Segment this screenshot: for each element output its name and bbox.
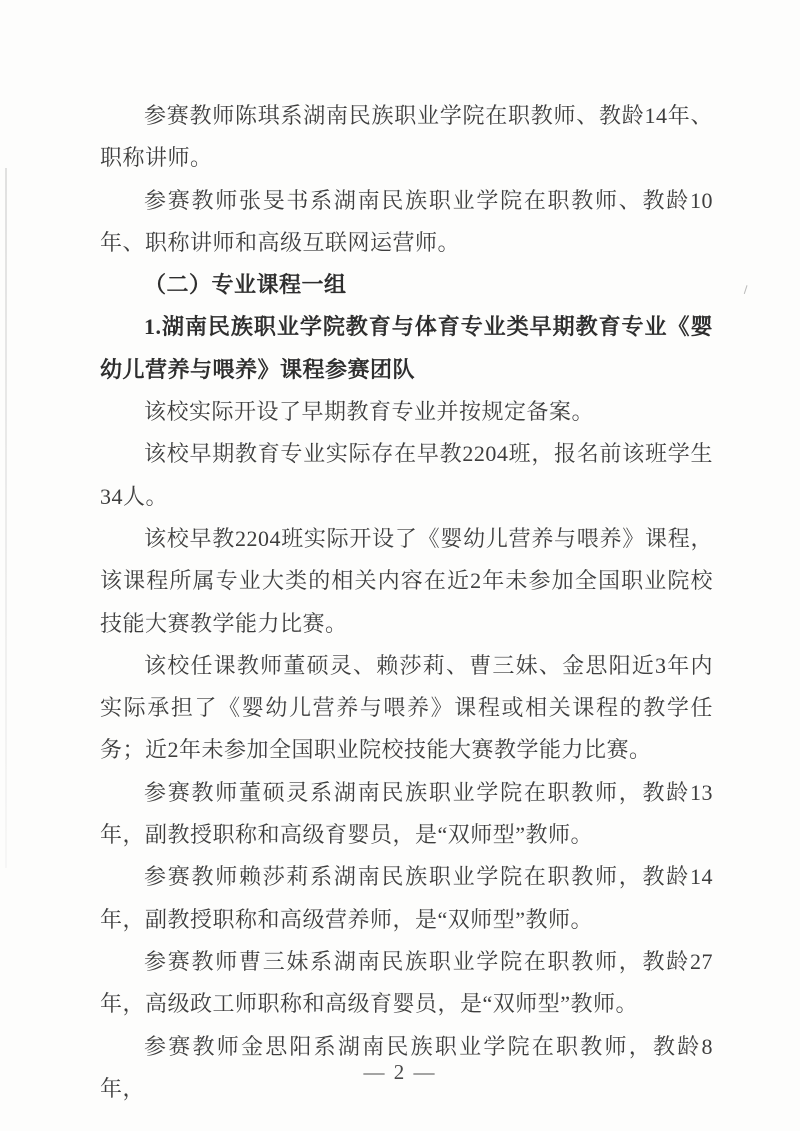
paragraph: 参赛教师曹三妹系湖南民族职业学院在职教师，教龄27年，高级政工师职称和高级育婴员，是“双师型”教师。 [100,948,713,1017]
paragraph: 该校任课教师董硕灵、赖莎莉、曹三妹、金思阳近3年内实际承担了《婴幼儿营养与喂养》课程或相关课程的教学任务；近2年未参加全国职业院校技能大赛教学能力比赛。 [100,652,713,763]
paragraph: 1.湖南民族职业学院教育与体育专业类早期教育专业《婴幼儿营养与喂养》课程参赛团队 [100,314,713,382]
paragraph: 参赛教师金思阳系湖南民族职业学院在职教师，教龄8年， [100,1033,713,1101]
paragraph: 参赛教师赖莎莉系湖南民族职业学院在职教师，教龄14年，副教授职称和高级营养师，是“双师型”教师。 [100,864,713,932]
page-footer [0,1060,800,1085]
scan-speck-artifact [744,285,753,296]
paragraph: 参赛教师陈琪系湖南民族职业学院在职教师、教龄14年、职称讲师。 [100,103,713,171]
paragraph: （二）专业课程一组 [144,272,347,298]
page-number: — 2 — [363,1060,437,1084]
paragraph: 参赛教师张旻书系湖南民族职业学院在职教师、教龄10年、职称讲师和高级互联网运营师。 [100,187,713,255]
paragraph: 该校实际开设了早期教育专业并按规定备案。 [144,399,595,425]
paragraph: 该校早教2204班实际开设了《婴幼儿营养与喂养》课程，该课程所属专业大类的相关内容在近2年未参加全国职业院校技能大赛教学能力比赛。 [100,525,713,636]
paragraph: 参赛教师董硕灵系湖南民族职业学院在职教师，教龄13年，副教授职称和高级育婴员，是“双师型”教师。 [100,779,713,848]
document-body [100,95,713,1110]
paragraph: 该校早期教育专业实际存在早教2204班，报名前该班学生34人。 [100,441,713,509]
scan-edge-artifact [5,168,7,868]
